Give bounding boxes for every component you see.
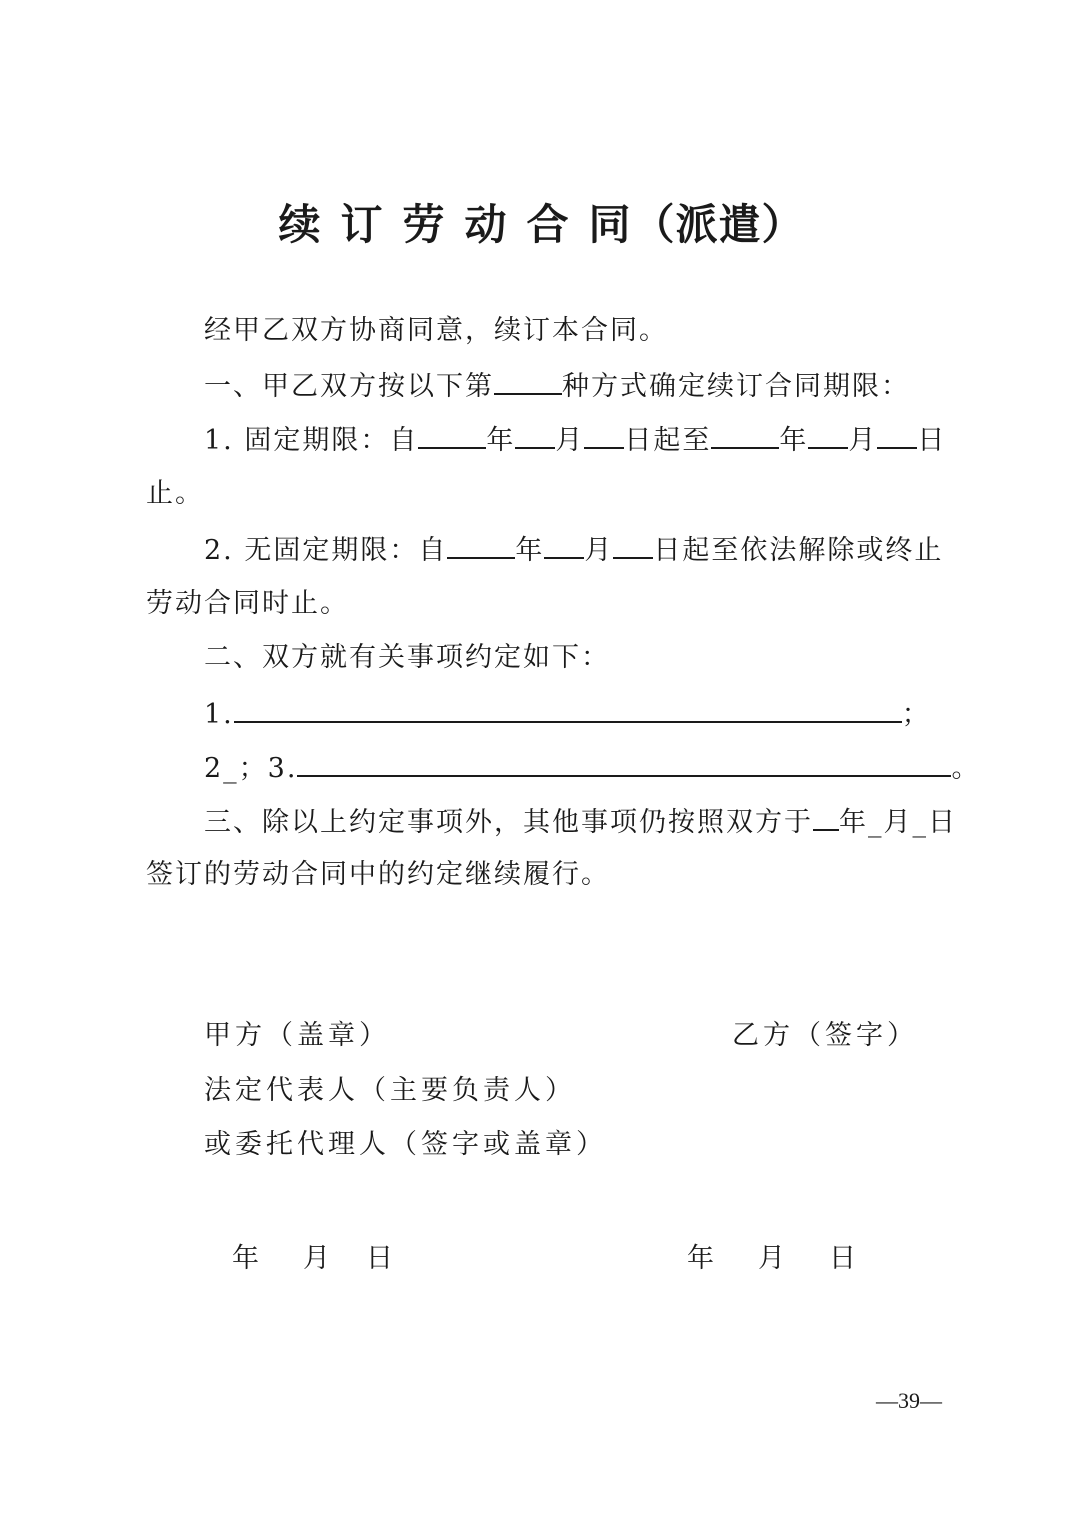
agreed-item-one	[204, 695, 931, 733]
day-label: 日	[917, 425, 947, 456]
start-year-blank[interactable]	[418, 421, 486, 449]
date-month: 月	[758, 1243, 785, 1274]
page-number: —39—	[876, 1388, 942, 1413]
year-label: 年	[486, 425, 516, 456]
signed-year-blank[interactable]	[813, 803, 839, 831]
date-month: 月	[303, 1243, 330, 1274]
end-year-blank[interactable]	[711, 421, 779, 449]
date-day: 日	[366, 1243, 393, 1274]
option-fixed-term-end: 止。	[146, 478, 204, 509]
title-char: 订	[340, 200, 385, 249]
section-one-line	[204, 367, 910, 405]
start-month-blank[interactable]	[515, 421, 555, 449]
end-day-blank[interactable]	[877, 421, 917, 449]
month-label: 月	[584, 535, 614, 566]
item-two-three-label: 2_；3.	[204, 753, 298, 784]
section-one-text: 一、甲乙双方按以下第	[204, 371, 494, 402]
item-three-end: 。	[951, 753, 981, 784]
party-b-date	[687, 1236, 856, 1275]
option-fixed-term-line	[204, 421, 946, 459]
intro-paragraph: 经甲乙双方协商同意，续订本合同。	[204, 315, 668, 346]
option-number-blank[interactable]	[494, 367, 562, 395]
signed-date-text: 年_月_日	[839, 807, 957, 838]
start-day-blank[interactable]	[584, 421, 624, 449]
section-three-text: 三、除以上约定事项外，其他事项仍按照双方于	[204, 807, 813, 838]
day-from-label: 日起至	[624, 425, 712, 456]
end-month-blank[interactable]	[808, 421, 848, 449]
section-three-end: 签订的劳动合同中的约定继续履行。	[146, 859, 610, 890]
party-a-label: 甲方（盖章）	[204, 1020, 390, 1051]
date-year: 年	[687, 1243, 714, 1274]
title-char: 续	[278, 200, 323, 249]
option-open-term-end: 劳动合同时止。	[146, 588, 349, 619]
item-one-end: ；	[901, 699, 931, 730]
date-day: 日	[829, 1243, 856, 1274]
year-label: 年	[779, 425, 809, 456]
open-start-day-blank[interactable]	[613, 531, 653, 559]
date-year: 年	[232, 1243, 259, 1274]
agent-label: 或委托代理人（签字或盖章）	[204, 1129, 607, 1160]
month-label: 月	[848, 425, 878, 456]
open-start-year-blank[interactable]	[447, 531, 515, 559]
agreed-items-two-three	[204, 749, 980, 787]
legal-rep-label: 法定代表人（主要负责人）	[204, 1075, 576, 1106]
title-char: 劳	[402, 200, 447, 249]
option-open-term-line	[204, 531, 943, 569]
item-one-label: 1.	[204, 699, 234, 730]
party-a-date	[232, 1236, 393, 1275]
title-suffix: （派遣）	[632, 200, 805, 249]
option-fixed-label: 1. 固定期限：自	[204, 425, 419, 456]
option-open-rest: 日起至依法解除或终止	[653, 535, 944, 566]
year-label: 年	[515, 535, 545, 566]
section-three-line	[204, 803, 957, 841]
party-b-label: 乙方（签字）	[732, 1020, 918, 1051]
option-open-label: 2. 无固定期限：自	[204, 535, 448, 566]
title-char: 合	[526, 200, 571, 249]
month-label: 月	[555, 425, 585, 456]
item-one-blank[interactable]	[234, 695, 902, 723]
title-char: 动	[464, 200, 509, 249]
open-start-month-blank[interactable]	[544, 531, 584, 559]
page-title	[0, 192, 1074, 252]
section-one-text-end: 种方式确定续订合同期限：	[562, 371, 910, 402]
item-three-blank[interactable]	[297, 749, 951, 777]
section-two-heading: 二、双方就有关事项约定如下：	[204, 642, 610, 673]
title-char: 同	[588, 200, 633, 249]
